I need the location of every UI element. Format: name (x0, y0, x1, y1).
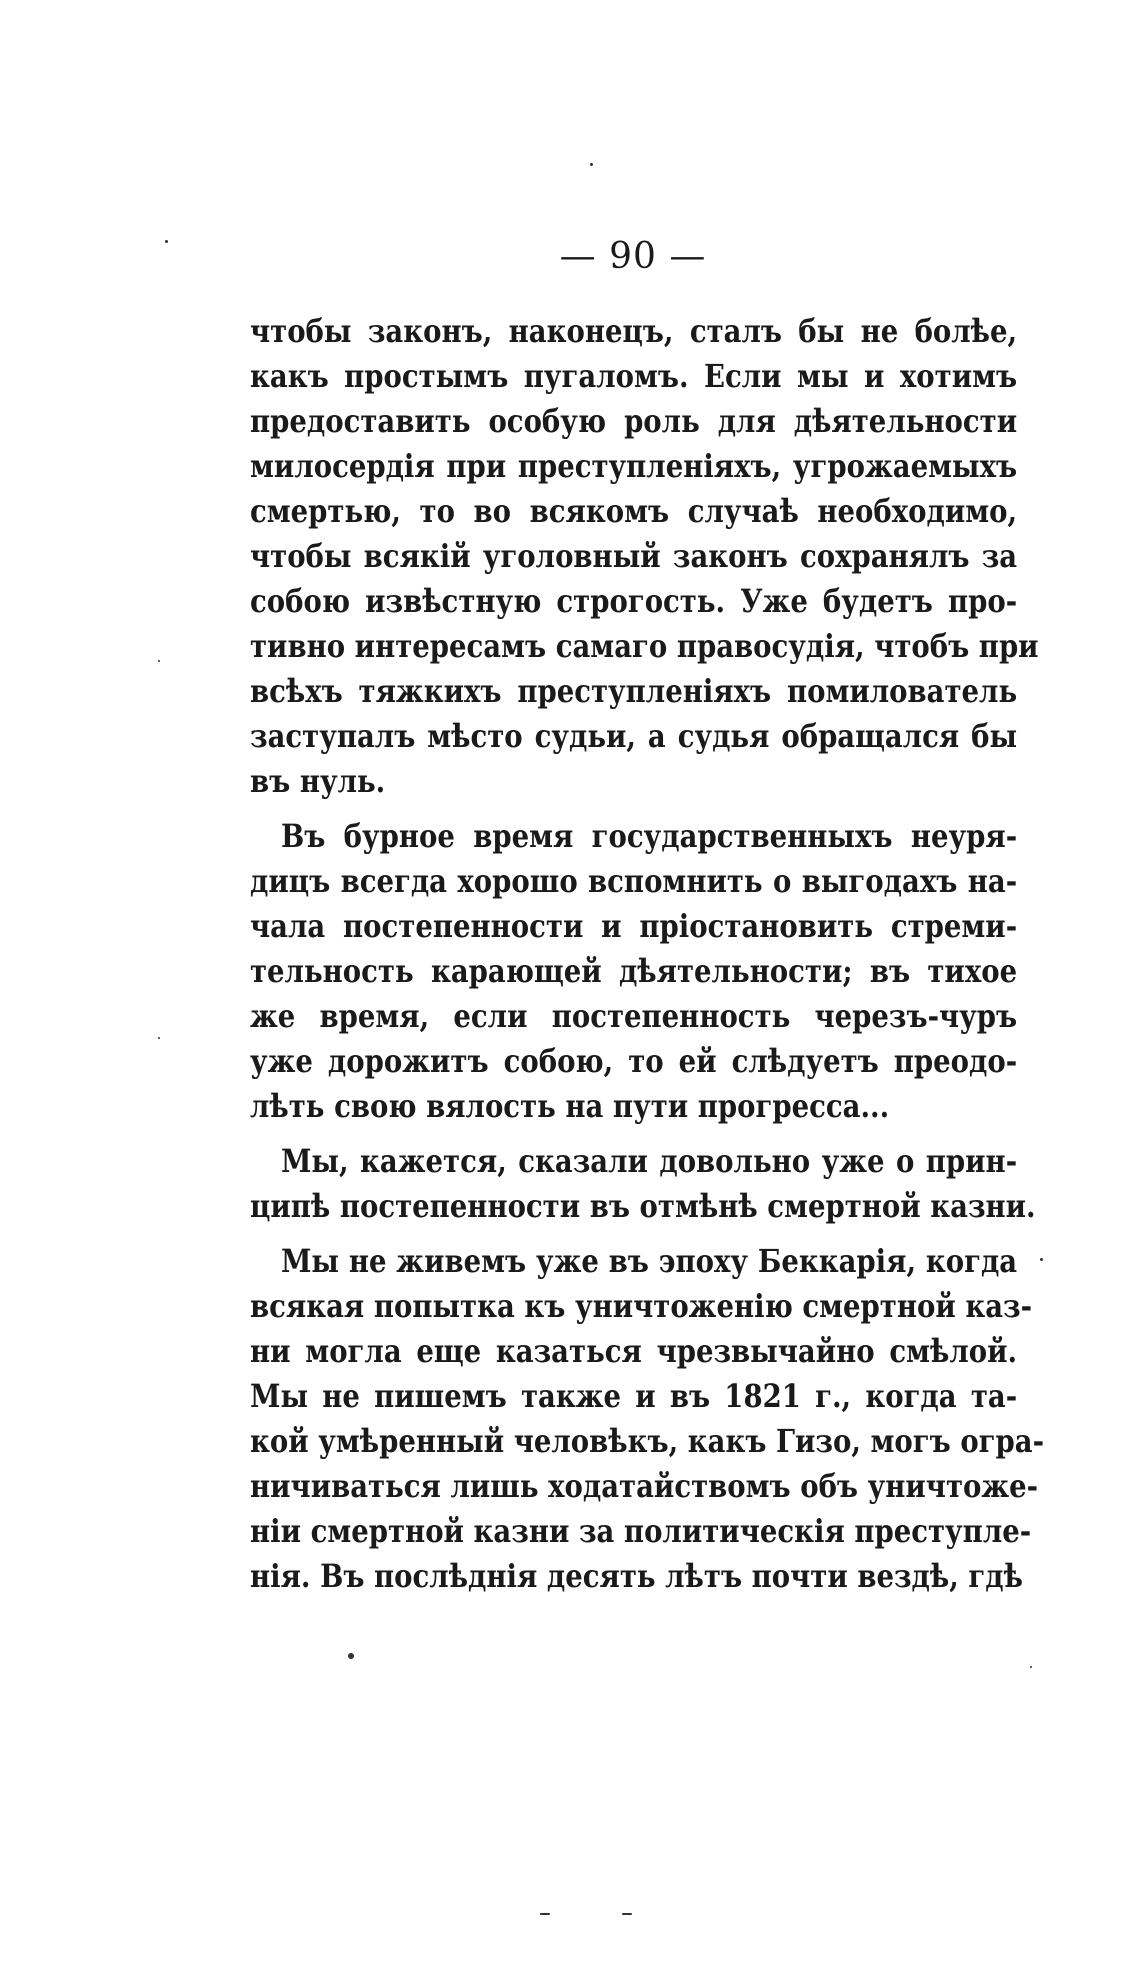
text-line: же время, если постепенность черезъ-чуръ (250, 997, 1018, 1035)
scan-speck (348, 1653, 354, 1659)
text-line: нія. Въ послѣднія десять лѣтъ почти вездѣ, гдѣ (250, 1557, 1023, 1595)
scan-speck (158, 660, 160, 662)
text-line: кой умѣренный человѣкъ, какъ Гизо, могъ огра- (250, 1422, 1045, 1460)
scan-speck (540, 1913, 550, 1915)
text-line: какъ простымъ пугаломъ. Если мы и хотимъ (250, 357, 1018, 395)
scan-speck (1040, 1258, 1043, 1261)
text-line: тельность карающей дѣятельности; въ тихое (250, 952, 1018, 990)
text-line: смертью, то во всякомъ случаѣ необходимо, (250, 492, 1018, 530)
text-line: тивно интересамъ самаго правосудія, чтобъ при (250, 627, 1039, 665)
scan-speck (158, 1037, 160, 1039)
text-line: уже дорожитъ собою, то ей слѣдуетъ преодо- (250, 1042, 1018, 1080)
paragraph-4 (250, 1239, 1045, 1599)
scan-speck (1030, 1666, 1032, 1668)
paragraph-3 (250, 1139, 1036, 1229)
paragraph-2 (250, 814, 1017, 1129)
text-line: Въ бурное время государственныхъ неуря- (280, 817, 1018, 855)
text-line: дицъ всегда хорошо вспомнить о выгодахъ на- (250, 862, 1018, 900)
text-line: чала постепенности и пріостановить стреми- (250, 907, 1018, 945)
text-line: ніи смертной казни за политическія преступле- (250, 1512, 1032, 1550)
text-line: всякая попытка къ уничтоженію смертной каз- (250, 1287, 1033, 1325)
text-line: ничиваться лишь ходатайствомъ объ уничтоже- (250, 1467, 1039, 1505)
text-line: чтобы всякій уголовный законъ сохранялъ за (250, 537, 1018, 575)
text-line: въ нуль. (250, 762, 386, 800)
paragraph-1 (250, 309, 1039, 804)
text-line: милосердія при преступленіяхъ, угрожаемыхъ (250, 447, 1018, 485)
body-text (250, 309, 1045, 1599)
scan-speck (590, 163, 593, 166)
text-line: предоставить особую роль для дѣятельности (250, 402, 1018, 440)
text-line: ципѣ постепенности въ отмѣнѣ смертной казни. (250, 1187, 1036, 1225)
text-line: Мы, кажется, сказали довольно уже о прин- (280, 1142, 1018, 1180)
scan-speck (165, 240, 168, 243)
text-line: заступалъ мѣсто судьи, а судья обращался бы (250, 717, 1018, 755)
text-line: Мы не живемъ уже въ эпоху Беккарія, когда (280, 1242, 1018, 1280)
text-line: Мы не пишемъ также и въ 1821 г., когда та- (250, 1377, 1018, 1415)
text-line: лѣть свою вялость на пути прогресса... (250, 1087, 890, 1125)
scan-speck (622, 1913, 632, 1915)
text-line: собою извѣстную строгость. Уже будетъ про- (250, 582, 1018, 620)
page-number: — 90 — (559, 236, 707, 277)
text-line: всѣхъ тяжкихъ преступленіяхъ помилователь (250, 672, 1018, 710)
text-line: ни могла еще казаться чрезвычайно смѣлой. (250, 1332, 1018, 1370)
text-line: чтобы законъ, наконецъ, сталъ бы не болѣе, (250, 312, 1018, 350)
